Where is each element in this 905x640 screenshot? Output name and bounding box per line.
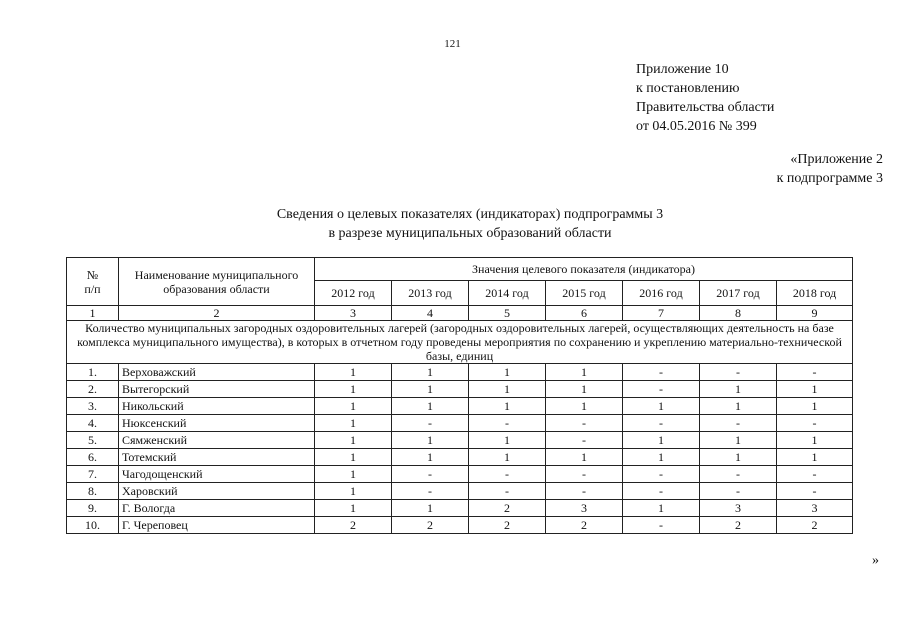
row-number-cell: 9. <box>67 500 119 517</box>
indicator-value-cell: 1 <box>700 449 777 466</box>
row-number-cell: 6. <box>67 449 119 466</box>
table-row <box>67 449 853 466</box>
indicator-value-cell: 1 <box>392 432 469 449</box>
indicator-value-cell: 1 <box>392 398 469 415</box>
closing-quote: » <box>872 553 879 568</box>
indicator-value-cell: - <box>469 415 546 432</box>
row-number-cell: 3. <box>67 398 119 415</box>
indicator-value-cell: - <box>700 415 777 432</box>
indicator-value-cell: - <box>623 364 700 381</box>
indicator-value-cell: - <box>392 415 469 432</box>
column-header-year: 2013 год <box>392 281 469 306</box>
indicator-value-cell: 1 <box>546 364 623 381</box>
column-index-cell: 3 <box>315 306 392 321</box>
table-row <box>67 398 853 415</box>
indicator-value-cell: 1 <box>777 432 853 449</box>
indicator-value-cell: 1 <box>392 449 469 466</box>
municipality-name-cell: Верховажский <box>119 364 315 381</box>
column-index-cell: 6 <box>546 306 623 321</box>
table-row <box>67 483 853 500</box>
municipality-name-cell: Вытегорский <box>119 381 315 398</box>
indicator-value-cell: - <box>777 483 853 500</box>
column-header-values-group: Значения целевого показателя (индикатора) <box>315 258 853 281</box>
column-index-cell: 7 <box>623 306 700 321</box>
indicator-value-cell: - <box>623 466 700 483</box>
indicator-value-cell: - <box>777 364 853 381</box>
indicator-value-cell: - <box>546 483 623 500</box>
indicator-value-cell: 1 <box>315 483 392 500</box>
row-number-cell: 2. <box>67 381 119 398</box>
indicator-value-cell: - <box>469 466 546 483</box>
column-index-cell: 1 <box>67 306 119 321</box>
indicator-value-cell: 1 <box>546 381 623 398</box>
row-number-cell: 8. <box>67 483 119 500</box>
indicator-value-cell: 1 <box>777 398 853 415</box>
municipality-name-cell: Г. Вологда <box>119 500 315 517</box>
indicator-value-cell: - <box>546 415 623 432</box>
document-title-line: Сведения о целевых показателях (индикаторах) подпрограммы 3 <box>276 207 664 222</box>
row-number-cell: 5. <box>67 432 119 449</box>
sub-appendix-line: «Приложение 2 <box>790 152 883 167</box>
table-row <box>67 517 853 534</box>
row-number-cell: 4. <box>67 415 119 432</box>
indicator-value-cell: 1 <box>546 449 623 466</box>
indicators-table <box>66 257 853 534</box>
indicator-value-cell: 1 <box>546 398 623 415</box>
indicator-value-cell: 1 <box>469 449 546 466</box>
column-header-year: 2018 год <box>777 281 853 306</box>
municipality-name-cell: Нюксенский <box>119 415 315 432</box>
indicator-value-cell: 1 <box>700 432 777 449</box>
indicator-value-cell: 1 <box>392 500 469 517</box>
table-row <box>67 500 853 517</box>
indicator-value-cell: 1 <box>469 398 546 415</box>
indicator-value-cell: 2 <box>469 500 546 517</box>
column-header-year: 2014 год <box>469 281 546 306</box>
municipality-name-cell: Никольский <box>119 398 315 415</box>
column-header-number-line: № <box>86 267 99 282</box>
indicator-value-cell: 1 <box>315 432 392 449</box>
indicator-value-cell: 1 <box>469 381 546 398</box>
indicator-value-cell: 1 <box>623 398 700 415</box>
indicator-value-cell: - <box>700 483 777 500</box>
indicator-value-cell: 1 <box>392 364 469 381</box>
column-header-year: 2015 год <box>546 281 623 306</box>
indicator-value-cell: 1 <box>315 381 392 398</box>
appendix-line: к постановлению <box>636 81 740 96</box>
column-index-cell: 9 <box>777 306 853 321</box>
indicator-value-cell: 2 <box>315 517 392 534</box>
indicator-value-cell: 1 <box>700 398 777 415</box>
indicator-value-cell: - <box>623 517 700 534</box>
indicator-value-cell: 1 <box>623 500 700 517</box>
indicator-value-cell: 1 <box>315 449 392 466</box>
indicator-value-cell: - <box>469 483 546 500</box>
indicator-value-cell: 1 <box>315 415 392 432</box>
column-header-number-line: п/п <box>84 281 101 296</box>
indicator-value-cell: - <box>392 483 469 500</box>
sub-appendix-line: к подпрограмме 3 <box>776 171 883 186</box>
appendix-line: Приложение 10 <box>636 62 729 77</box>
municipality-name-cell: Харовский <box>119 483 315 500</box>
indicator-value-cell: 3 <box>700 500 777 517</box>
column-index-cell: 4 <box>392 306 469 321</box>
column-index-cell: 2 <box>119 306 315 321</box>
table-row <box>67 381 853 398</box>
appendix-block <box>636 60 774 136</box>
row-number-cell: 7. <box>67 466 119 483</box>
indicator-value-cell: 2 <box>469 517 546 534</box>
municipality-name-cell: Тотемский <box>119 449 315 466</box>
row-number-cell: 1. <box>67 364 119 381</box>
indicator-value-cell: 1 <box>700 381 777 398</box>
page-number: 121 <box>444 38 461 50</box>
indicator-value-cell: 1 <box>315 500 392 517</box>
indicator-value-cell: 1 <box>315 398 392 415</box>
indicator-value-cell: 2 <box>700 517 777 534</box>
appendix-line: Правительства области <box>636 100 775 115</box>
column-header-number <box>67 258 119 306</box>
column-index-cell: 5 <box>469 306 546 321</box>
indicator-value-cell: 2 <box>546 517 623 534</box>
column-index-cell: 8 <box>700 306 777 321</box>
indicator-value-cell: 3 <box>546 500 623 517</box>
municipality-name-cell: Чагодощенский <box>119 466 315 483</box>
column-header-year: 2012 год <box>315 281 392 306</box>
column-header-name: Наименование муниципального образования области <box>119 258 315 306</box>
section-title: Количество муниципальных загородных оздоровительных лагерей (загородных оздоровительных лагерей, осуществляющих деятельность на базе комплекса муниципального имущества), в которых в отчетном году проведены мероприятия по сохранению и укреплению материально-технической базы, единиц <box>67 321 853 364</box>
indicator-value-cell: - <box>546 466 623 483</box>
table-row <box>67 432 853 449</box>
sub-appendix-block <box>777 150 883 188</box>
indicator-value-cell: - <box>623 381 700 398</box>
indicator-value-cell: 1 <box>623 449 700 466</box>
indicator-value-cell: - <box>700 466 777 483</box>
indicator-value-cell: - <box>623 483 700 500</box>
indicator-value-cell: 3 <box>777 500 853 517</box>
indicator-value-cell: - <box>777 466 853 483</box>
indicator-value-cell: 1 <box>469 432 546 449</box>
indicator-value-cell: - <box>546 432 623 449</box>
indicator-value-cell: 1 <box>777 449 853 466</box>
indicator-value-cell: - <box>777 415 853 432</box>
indicator-value-cell: 1 <box>469 364 546 381</box>
column-header-year: 2016 год <box>623 281 700 306</box>
row-number-cell: 10. <box>67 517 119 534</box>
indicator-value-cell: 2 <box>392 517 469 534</box>
table-row <box>67 466 853 483</box>
indicator-value-cell: - <box>700 364 777 381</box>
appendix-line: от 04.05.2016 № 399 <box>636 119 757 134</box>
indicator-value-cell: 1 <box>315 364 392 381</box>
indicator-value-cell: - <box>392 466 469 483</box>
column-index-row <box>67 306 853 321</box>
municipality-name-cell: Г. Череповец <box>119 517 315 534</box>
indicator-value-cell: 1 <box>777 381 853 398</box>
table-row <box>67 415 853 432</box>
indicator-value-cell: - <box>623 415 700 432</box>
municipality-name-cell: Сямженский <box>119 432 315 449</box>
column-header-year: 2017 год <box>700 281 777 306</box>
document-title-line: в разрезе муниципальных образований области <box>328 226 612 241</box>
indicator-value-cell: 2 <box>777 517 853 534</box>
indicator-value-cell: 1 <box>315 466 392 483</box>
section-title-row <box>67 321 853 364</box>
table-header-row <box>67 258 853 281</box>
indicator-value-cell: 1 <box>623 432 700 449</box>
table-row <box>67 364 853 381</box>
indicator-value-cell: 1 <box>392 381 469 398</box>
document-title <box>230 205 710 243</box>
